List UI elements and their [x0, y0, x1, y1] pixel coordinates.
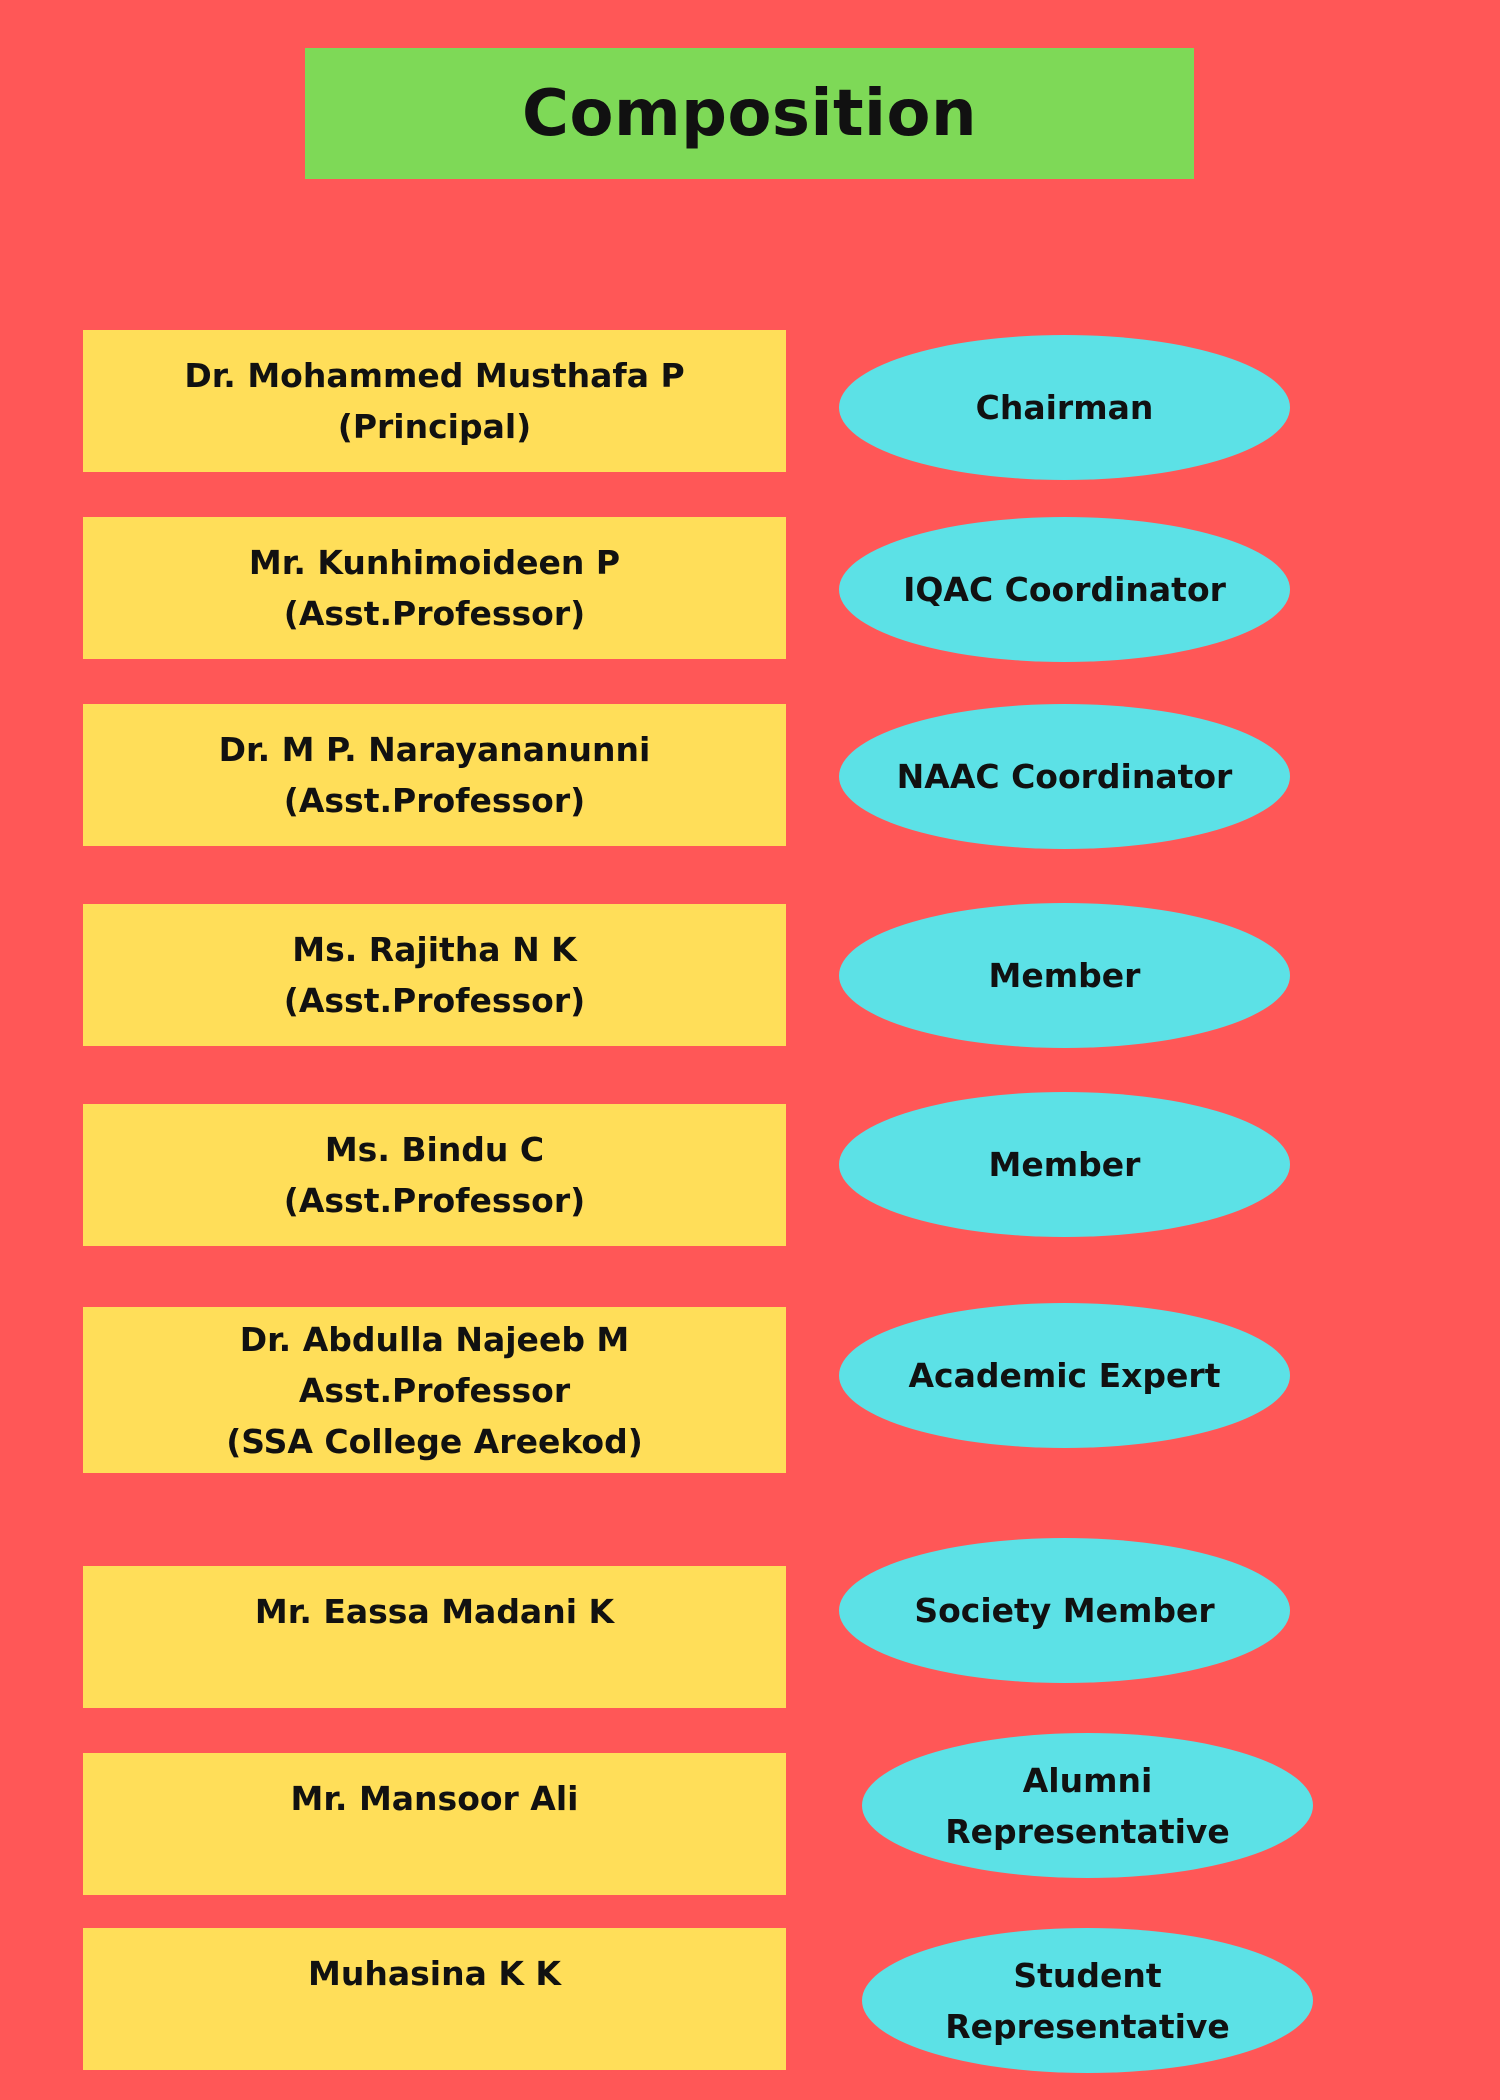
member-role: Student [1013, 1955, 1162, 1995]
role-oval [839, 335, 1290, 480]
member-name-box [83, 330, 786, 472]
member-name: Mr. Mansoor Ali [290, 1779, 579, 1818]
member-role: Society Member [914, 1591, 1215, 1630]
role-oval [839, 1092, 1290, 1237]
member-name: Mr. Eassa Madani K [254, 1592, 615, 1631]
member-role: Representative [945, 1811, 1230, 1851]
member-role: Member [988, 1145, 1141, 1184]
member-designation: (Asst.Professor) [283, 594, 586, 633]
member-name: Dr. Mohammed Musthafa P [184, 356, 685, 395]
member-role: IQAC Coordinator [903, 570, 1226, 609]
member-designation: Asst.Professor [298, 1370, 571, 1410]
member-name: Mr. Kunhimoideen P [248, 543, 621, 582]
member-role: Academic Expert [908, 1356, 1221, 1395]
page-title: Composition [522, 76, 977, 151]
member-name-box [83, 1104, 786, 1246]
member-name-box [83, 1307, 786, 1473]
member-name: Ms. Rajitha N K [292, 930, 577, 969]
member-affiliation: (SSA College Areekod) [226, 1421, 643, 1461]
member-role: Member [988, 956, 1141, 995]
title-banner [305, 48, 1194, 179]
member-name: Dr. Abdulla Najeeb M [239, 1319, 630, 1359]
member-role: Representative [945, 2006, 1230, 2046]
member-role: Chairman [975, 388, 1154, 427]
role-oval [862, 1928, 1313, 2073]
role-oval [839, 517, 1290, 662]
member-name-box [83, 517, 786, 659]
member-name-box [83, 904, 786, 1046]
member-designation: (Principal) [337, 407, 532, 446]
member-name: Dr. M P. Narayananunni [218, 730, 651, 769]
member-name-box [83, 1928, 786, 2070]
role-oval [839, 1538, 1290, 1683]
member-designation: (Asst.Professor) [283, 981, 586, 1020]
member-name-box [83, 704, 786, 846]
role-oval [839, 903, 1290, 1048]
member-role: NAAC Coordinator [896, 757, 1233, 796]
member-name-box [83, 1753, 786, 1895]
member-name-box [83, 1566, 786, 1708]
role-oval [839, 1303, 1290, 1448]
member-designation: (Asst.Professor) [283, 781, 586, 820]
member-name: Muhasina K K [308, 1954, 561, 1993]
role-oval [839, 704, 1290, 849]
role-oval [862, 1733, 1313, 1878]
member-role: Alumni [1022, 1760, 1153, 1800]
member-name: Ms. Bindu C [324, 1130, 545, 1169]
member-designation: (Asst.Professor) [283, 1181, 586, 1220]
